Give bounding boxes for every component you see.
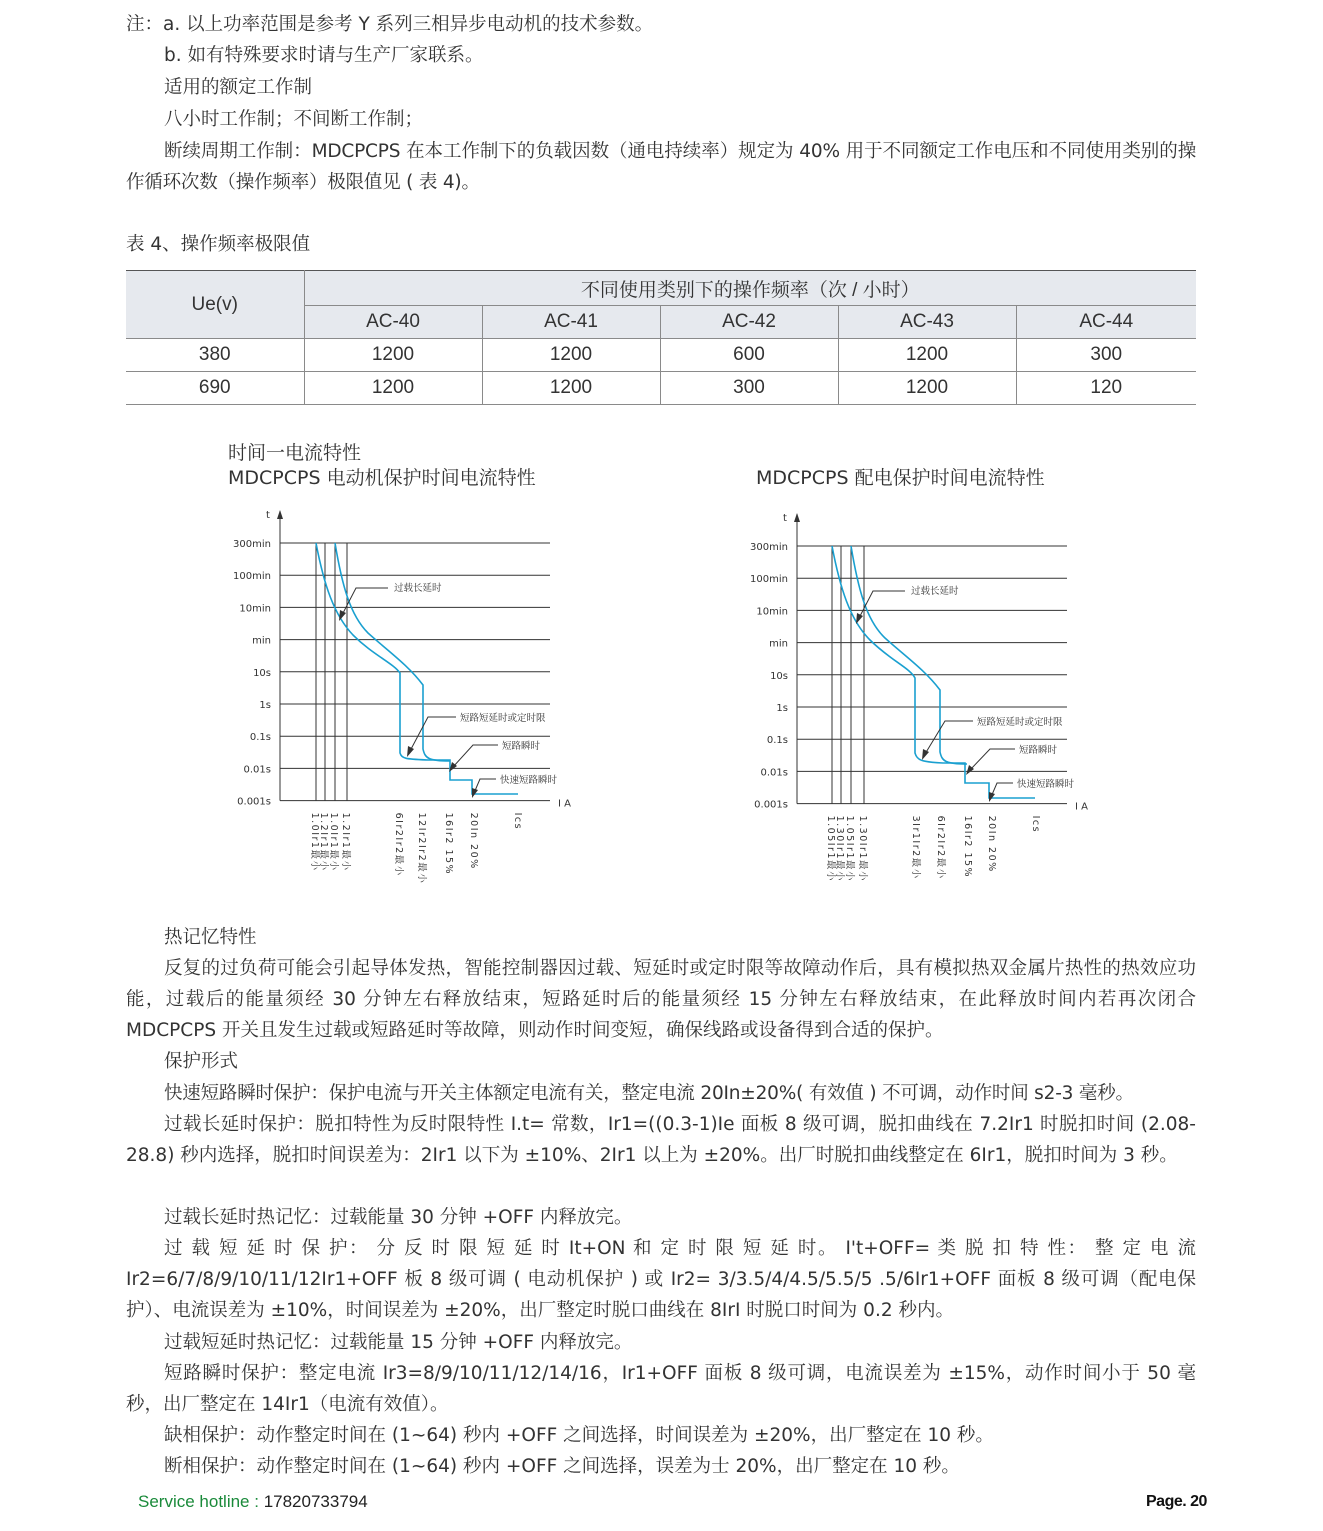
thermal-heading: 热记忆特性 <box>164 927 257 948</box>
thermal-text: 反复的过负荷可能会引起导体发热，智能控制器因过载、短延时或定时限等故障动作后，具有模拟热双金属片热性的热效应功能，过载后的能量须经 30 分钟左右释放结束，短路延时后的能量须经 15 分钟左右释放结束，在此释放时间内若再次闭合 MDCPCPS 开关且发生过载或短路延时等故障，则动作时间变短，确保线路或设备得到合适的保护。 <box>126 958 1196 1041</box>
upper-trip-curve <box>335 543 450 761</box>
y-tick-label: 10min <box>756 606 788 618</box>
table-cell: 690 <box>126 372 304 405</box>
y-tick-label: 0.001s <box>754 799 788 811</box>
annotation-label: 过载长延时 <box>394 583 442 594</box>
duty-line: 八小时工作制；不间断工作制； <box>164 109 424 130</box>
x-tick-label: 6Ir2Ir2最小 <box>393 812 404 877</box>
table-cell: 1200 <box>482 372 660 405</box>
short-delay-text: 过 载 短 延 时 保 护： 分 反 时 限 短 延 时 It+ON 和 定 时 限 短 延 时。 I't+OFF= 类 脱 扣 特 性： 整 定 电 流 Ir2=6/7/8/9/10/11/12Ir1+OFF 板 8 级可调 ( 电动机保护 ) 或 Ir2= 3/3.5/4/4.5/5.5/5 .5/6Ir1+OFF 面板 8 级可调（配电保护）、电流误差为 ±10%，时间误差为 ±20%，出厂整定时脱口曲线在 8IrI 时脱口时间为 0.2 秒内。 <box>126 1238 1196 1321</box>
x-axis-label: I A <box>1075 801 1088 813</box>
annotation-leader <box>925 721 973 754</box>
x-tick-label: 20In 20% <box>986 815 997 873</box>
x-tick-label: 1.30Ir1最小 <box>857 815 868 883</box>
table-cell: 1200 <box>838 372 1016 405</box>
y-axis-label: t <box>783 513 787 524</box>
charts-heading: 时间一电流特性 <box>228 442 362 464</box>
table-cell: 300 <box>1016 339 1196 372</box>
phase-loss-text: 缺相保护：动作整定时间在 (1~64) 秒内 +OFF 之间选择，时间误差为 ±20%，出厂整定在 10 秒。 <box>164 1425 994 1446</box>
x-tick-label: 16Ir2 15% <box>443 812 454 876</box>
motor-protection-tc-chart <box>228 505 588 900</box>
distribution-protection-tc-chart <box>745 508 1105 903</box>
lower-trip-curve <box>316 543 518 794</box>
table-cell: 1200 <box>838 339 1016 372</box>
x-tick-label: Ics <box>512 812 523 831</box>
y-axis-label: t <box>266 510 270 521</box>
y-tick-label: min <box>252 635 271 647</box>
annotation-leader <box>410 717 456 751</box>
annotation-arrowhead <box>407 746 414 757</box>
note-a: 注：a. 以上功率范围是参考 Y 系列三相异步电动机的技术参数。 <box>126 14 654 35</box>
y-tick-label: 100min <box>233 571 271 583</box>
column-header: AC-43 <box>838 306 1016 339</box>
annotation-leader <box>342 588 388 615</box>
annotation-label: 快速短路瞬时 <box>1017 779 1075 790</box>
table-cell: 300 <box>660 372 838 405</box>
table-cell: 1200 <box>304 372 482 405</box>
table-cell: 1200 <box>304 339 482 372</box>
annotation-leader <box>453 745 498 767</box>
x-tick-label: 1.0Ir1最小 <box>309 812 320 872</box>
annotation-label: 短路短延时或定时限 <box>977 717 1063 728</box>
x-tick-label: 1.05Ir1最小 <box>825 815 836 883</box>
protection-heading: 保护形式 <box>164 1051 239 1072</box>
y-tick-label: 10min <box>239 603 271 615</box>
x-tick-label: 1.2Ir1最小 <box>318 812 329 872</box>
page-number: Page. 20 <box>1146 1493 1207 1510</box>
annotation-leader <box>970 749 1015 770</box>
annotation-arrowhead <box>472 788 478 798</box>
instantaneous-text: 短路瞬时保护：整定电流 Ir3=8/9/10/11/12/14/16，Ir1+OFF 面板 8 级可调，电流误差为 ±15%，动作时间小于 50 毫秒，出厂整定在 14Ir1（电流有效值）。 <box>126 1363 1196 1415</box>
x-tick-label: 6Ir2Ir2最小 <box>935 815 946 880</box>
right-chart-title: MDCPCPS 配电保护时间电流特性 <box>756 467 1045 489</box>
y-tick-label: 1s <box>776 703 788 714</box>
y-axis-arrow <box>277 510 283 519</box>
phase-break-text: 断相保护：动作整定时间在 (1~64) 秒内 +OFF 之间选择，误差为士 20%，出厂整定在 10 秒。 <box>164 1456 960 1477</box>
column-header: AC-40 <box>304 306 482 339</box>
x-tick-label: Ics <box>1030 815 1041 834</box>
x-tick-label: 16Ir2 15% <box>962 815 973 879</box>
annotation-arrowhead <box>922 749 929 760</box>
y-tick-label: 300min <box>233 539 271 550</box>
y-tick-label: 0.01s <box>243 764 271 776</box>
y-tick-label: 300min <box>750 542 788 553</box>
x-tick-label: 1.30Ir1最小 <box>834 815 845 883</box>
annotation-label: 短路瞬时 <box>502 741 541 752</box>
x-axis-label: I A <box>558 798 571 810</box>
annotation-arrowhead <box>856 613 863 624</box>
table-cell: 600 <box>660 339 838 372</box>
short-delay-memory-text: 过载短延时热记忆：过载能量 15 分钟 +OFF 内释放完。 <box>164 1332 633 1353</box>
left-chart-title: MDCPCPS 电动机保护时间电流特性 <box>228 467 536 489</box>
service-hotline <box>138 1492 368 1512</box>
y-tick-label: 0.001s <box>237 796 271 808</box>
column-header: AC-44 <box>1016 306 1196 339</box>
duty-heading: 适用的额定工作制 <box>164 77 313 98</box>
hotline-label: Service hotline : <box>138 1492 264 1511</box>
y-tick-label: 0.1s <box>766 735 788 747</box>
y-tick-label: 10s <box>253 667 271 679</box>
table-cell: 120 <box>1016 372 1196 405</box>
table-cell: 1200 <box>482 339 660 372</box>
annotation-label: 短路瞬时 <box>1019 745 1058 756</box>
hotline-number: 17820733794 <box>263 1492 368 1511</box>
table-row <box>126 339 1196 372</box>
overload-long-delay-text: 过载长延时保护：脱扣特性为反时限特性 I.t= 常数，Ir1=((0.3-1)Ie 面板 8 级可调，脱扣曲线在 7.2Ir1 时脱扣时间 (2.08-28.8) 秒内选择，脱扣时间误差为：2Ir1 以下为 ±10%、2Ir1 以上为 ±20%。出厂时脱扣曲线整定在 6Ir1，脱扣时间为 3 秒。 <box>126 1114 1196 1166</box>
annotation-label: 短路短延时或定时限 <box>460 713 546 724</box>
x-tick-label: 3Ir1Ir2最小 <box>910 815 921 880</box>
ue-header: Ue(v) <box>126 271 304 339</box>
y-tick-label: min <box>769 638 788 650</box>
note-b: b. 如有特殊要求时请与生产厂家联系。 <box>164 45 484 66</box>
x-tick-label: 1.0Ir1最小 <box>328 812 339 872</box>
annotation-leader <box>859 591 905 618</box>
column-header: AC-42 <box>660 306 838 339</box>
operating-frequency-table <box>126 270 1196 405</box>
table-caption: 表 4、操作频率极限值 <box>126 234 311 255</box>
group-header: 不同使用类别下的操作频率（次 / 小时） <box>304 271 1196 306</box>
annotation-label: 快速短路瞬时 <box>500 775 558 786</box>
lower-trip-curve <box>832 546 1035 798</box>
table-cell: 380 <box>126 339 304 372</box>
y-tick-label: 1s <box>259 700 271 711</box>
long-delay-memory-text: 过载长延时热记忆：过载能量 30 分钟 +OFF 内释放完。 <box>164 1207 633 1228</box>
upper-trip-curve <box>851 546 967 764</box>
y-tick-label: 0.1s <box>249 732 271 744</box>
y-tick-label: 0.01s <box>760 767 788 779</box>
x-tick-label: 1.05Ir1最小 <box>844 815 855 883</box>
x-tick-label: 12Ir2Ir2最小 <box>416 812 427 885</box>
x-tick-label: 1.2Ir1最小 <box>340 812 351 872</box>
y-tick-label: 10s <box>770 670 788 682</box>
table-row <box>126 372 1196 405</box>
annotation-arrowhead <box>989 792 995 802</box>
fast-short-circuit-text: 快速短路瞬时保护：保护电流与开关主体额定电流有关，整定电流 20In±20%( 有效值 ) 不可调，动作时间 s2-3 毫秒。 <box>164 1083 1134 1104</box>
annotation-label: 过载长延时 <box>911 586 959 597</box>
intermittent-duty-text: 断续周期工作制：MDCPCPS 在本工作制下的负载因数（通电持续率）规定为 40% 用于不同额定工作电压和不同使用类别的操作循环次数（操作频率）极限值见 ( 表 4)。 <box>126 141 1196 193</box>
y-axis-arrow <box>794 513 800 522</box>
y-tick-label: 100min <box>750 574 788 586</box>
column-header: AC-41 <box>482 306 660 339</box>
annotation-arrowhead <box>339 610 346 621</box>
x-tick-label: 20In 20% <box>468 812 479 870</box>
